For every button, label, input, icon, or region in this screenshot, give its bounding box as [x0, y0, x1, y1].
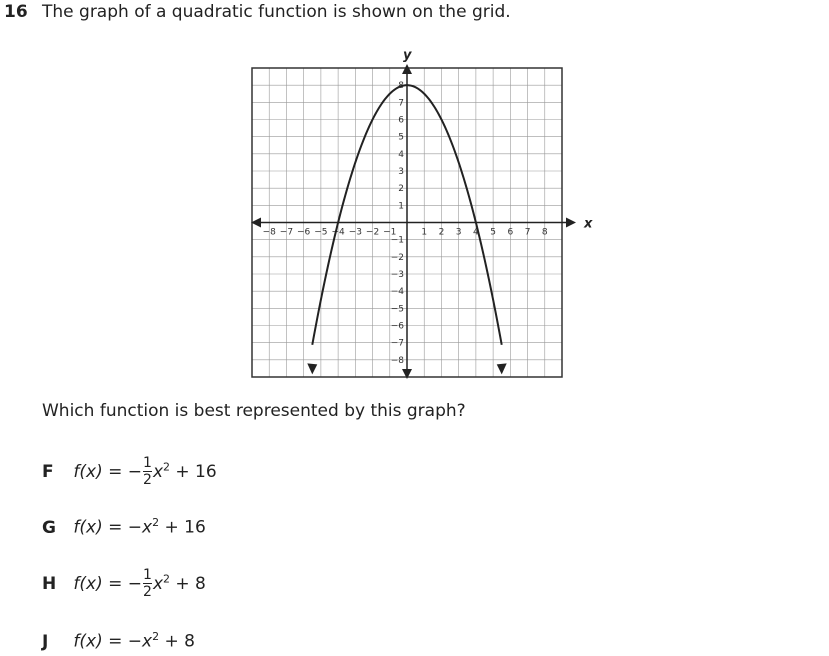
choice-h[interactable]: H f(x) = − $\frac{1}{2}$ $x^2 + 8$ [42, 567, 206, 600]
question-prompt: Which function is best represented by this graph? [42, 401, 466, 421]
choice-letter: F [42, 462, 54, 482]
y-tick-label: −5 [390, 304, 404, 315]
fraction: $\frac{1}{2}$ [143, 455, 152, 488]
x-tick-label: 5 [490, 227, 496, 238]
y-tick-label: −2 [390, 252, 404, 263]
y-tick-label: 8 [398, 81, 404, 92]
y-tick-label: −6 [390, 321, 404, 332]
x-tick-label: 3 [455, 227, 462, 238]
x-axis-arrow-right [566, 218, 576, 228]
y-tick-label: −7 [390, 338, 404, 349]
y-axis-arrow-up [402, 64, 412, 74]
x-axis-label: x [584, 216, 593, 232]
y-tick-label: 4 [398, 149, 404, 160]
x-tick-label: −2 [365, 227, 380, 238]
choice-prefix: f(x) = − [73, 631, 143, 652]
choice-letter: J [42, 631, 49, 652]
choice-letter: G [42, 517, 56, 538]
choice-j[interactable]: J $f(x) = -x^2 + 8$ [42, 630, 195, 652]
fraction: $\frac{1}{2}$ [143, 567, 152, 600]
curve-arrow-right [497, 363, 507, 374]
y-tick-label: 7 [398, 98, 404, 109]
y-tick-label: −4 [390, 287, 404, 298]
x-tick-label: 7 [524, 227, 531, 238]
x-tick-label: 4 [473, 227, 479, 238]
x-tick-label: 2 [438, 227, 445, 238]
y-tick-label: 5 [398, 132, 404, 143]
choice-letter: H [42, 574, 57, 594]
choice-g[interactable]: G $f(x) = -x^2 + 16$ [42, 516, 206, 538]
x-tick-label: 1 [421, 227, 428, 238]
x-tick-label: −5 [314, 227, 328, 238]
y-tick-label: −3 [390, 270, 404, 280]
y-tick-label: −8 [390, 355, 404, 366]
x-tick-label: −1 [383, 227, 397, 238]
y-tick-label: 6 [398, 115, 404, 126]
x-tick-label: 8 [541, 227, 548, 238]
choice-prefix: f(x) = − [73, 517, 143, 538]
question-text: The graph of a quadratic function is shown on the grid. [42, 2, 511, 22]
choice-prefix: f(x) = − [73, 462, 143, 482]
x-tick-label: 6 [507, 227, 514, 238]
x-tick-label: −3 [348, 227, 362, 238]
choice-prefix: f(x) = − [73, 574, 143, 594]
y-tick-label: 3 [398, 167, 404, 177]
y-tick-label: −1 [390, 235, 404, 246]
x-tick-label: −8 [262, 227, 276, 238]
x-tick-label: −6 [297, 227, 311, 238]
y-axis-label: y [403, 48, 412, 63]
y-tick-label: 2 [398, 184, 404, 195]
x-tick-label: −4 [331, 227, 345, 238]
question-number: 16 [4, 2, 28, 22]
curve-arrow-left [307, 363, 317, 374]
y-tick-label: 1 [398, 201, 404, 212]
choice-f[interactable]: F f(x) = − $\frac{1}{2}$ $x^2 + 16$ [42, 455, 217, 488]
x-tick-label: −7 [279, 227, 294, 238]
